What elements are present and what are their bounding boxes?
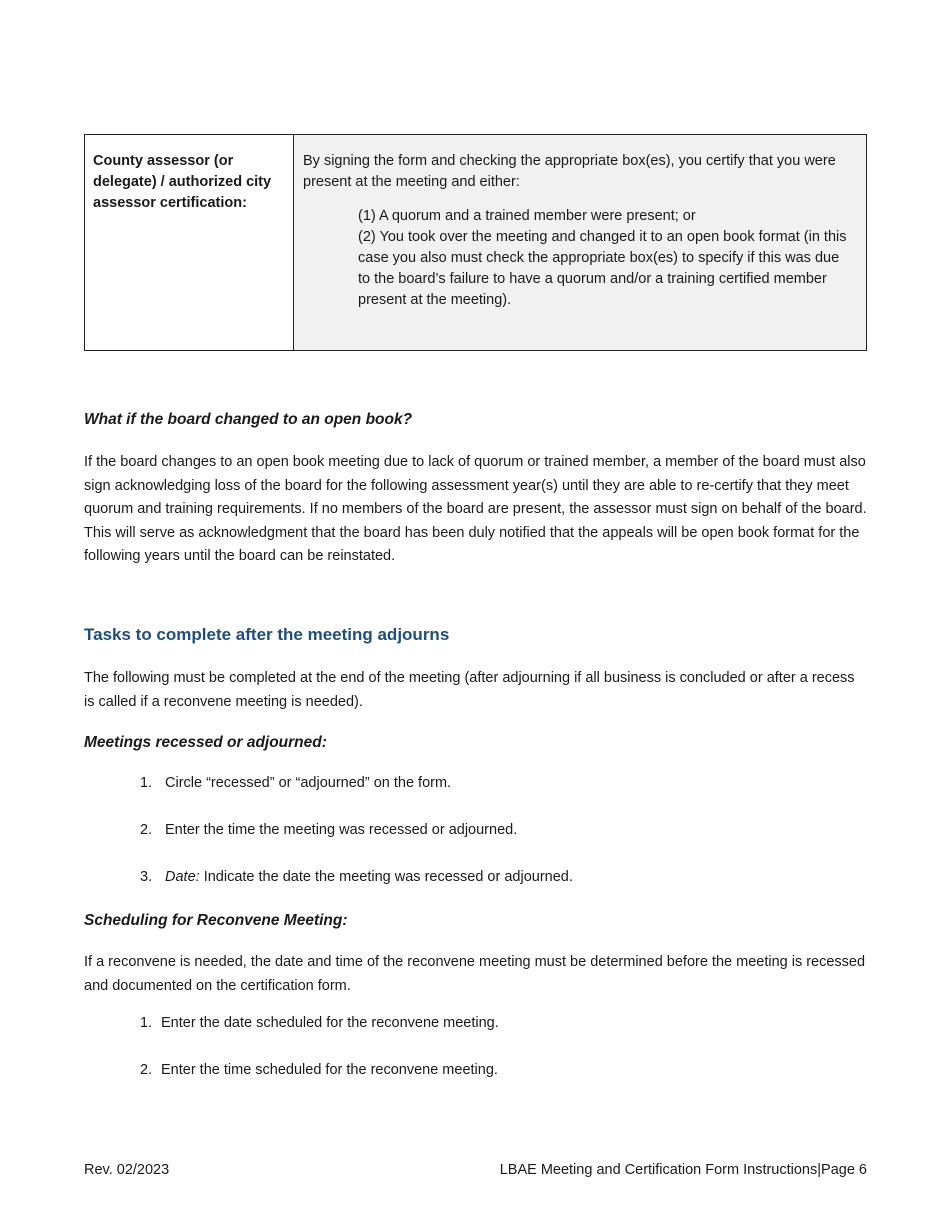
reconvene-paragraph: If a reconvene is needed, the date and time of the reconvene meeting must be determined before the meeting is recessed and documented on the certification form. <box>84 954 866 994</box>
section-title-after-meeting: Tasks to complete after the meeting adjourns <box>84 625 450 644</box>
certification-table <box>84 134 867 351</box>
footer-title <box>500 1162 867 1178</box>
condition-2: (2) You took over the meeting and changed it to an open book format (in this case you also must check the appropriate box(es) to specify if this was due to the board’s failure to have a quorum and/or a training certified member present at the meeting). <box>358 229 847 308</box>
certification-description <box>294 135 866 350</box>
recessed-heading: Meetings recessed or adjourned: <box>84 734 327 751</box>
certification-conditions <box>358 206 852 311</box>
list-item: 1. Enter the date scheduled for the reconvene meeting. <box>140 1015 499 1031</box>
list-item: 2. Enter the time the meeting was recessed or adjourned. <box>140 822 518 838</box>
list-item: 3. Date: Indicate the date the meeting was recessed or adjourned. <box>140 869 573 885</box>
open-book-paragraph: If the board changes to an open book meeting due to lack of quorum or trained member, a member of the board must also sign acknowledging loss of the board for the following assessment year(s) until they are able to re-certify that they meet quorum and training requirements. If no members of the board are present, the assessor must sign on behalf of the board. This will serve as acknowledgment that the board has been duly notified that the appeals will be open book format for the following years until the board can be reinstated. <box>84 454 867 564</box>
footer-doc-title: LBAE Meeting and Certification Form Instructions <box>499 1162 818 1178</box>
certification-intro: By signing the form and checking the appropriate box(es), you certify that you were present at the meeting and either: <box>303 153 836 190</box>
reconvene-heading: Scheduling for Reconvene Meeting: <box>84 912 348 929</box>
list-item: 1. Circle “recessed” or “adjourned” on the form. <box>140 775 452 791</box>
list-item: 2. Enter the time scheduled for the reconvene meeting. <box>140 1062 498 1078</box>
certification-label: County assessor (or delegate) / authorized city assessor certification: <box>85 135 294 350</box>
condition-1: (1) A quorum and a trained member were present; or <box>358 208 696 224</box>
page-number: Page 6 <box>821 1162 867 1178</box>
after-meeting-paragraph: The following must be completed at the end of the meeting (after adjourning if all business is concluded or after a recess is called if a reconvene meeting is needed). <box>84 670 855 710</box>
open-book-heading: What if the board changed to an open book? <box>84 411 413 428</box>
footer-revision: Rev. 02/2023 <box>84 1162 170 1178</box>
footer-separator: | <box>817 1162 822 1178</box>
